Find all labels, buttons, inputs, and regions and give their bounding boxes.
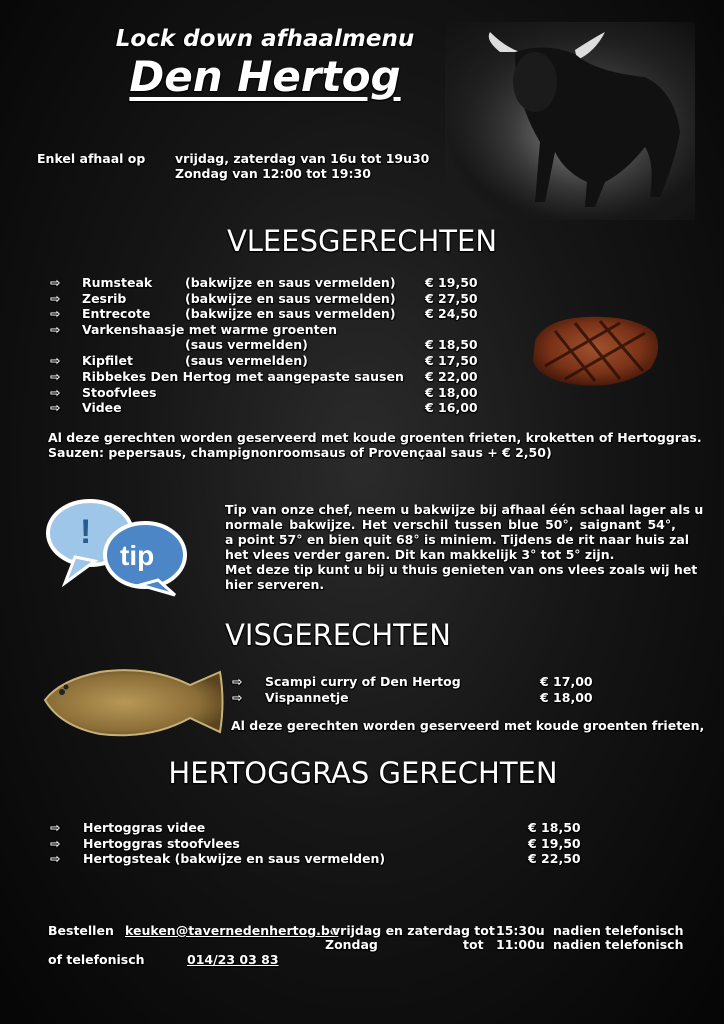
list-item <box>50 306 60 322</box>
arrow-icon: ⇨ <box>50 306 61 321</box>
order-fri-sat-time: 15:30u <box>496 923 545 938</box>
item-price: € 19,50 <box>528 836 581 851</box>
arrow-icon: ⇨ <box>50 820 61 835</box>
item-note: (bakwijze en saus vermelden) <box>185 306 396 321</box>
list-item <box>50 400 60 416</box>
order-fri-sat: vrijdag en zaterdag tot <box>332 923 495 938</box>
arrow-icon: ⇨ <box>50 275 61 290</box>
item-name: Rumsteak <box>82 275 153 290</box>
arrow-icon: ⇨ <box>50 400 61 415</box>
item-name: Scampi curry of Den Hertog <box>265 674 461 689</box>
section-title-vlees: VLEESGERECHTEN <box>226 224 498 258</box>
item-price: € 18,50 <box>425 337 478 352</box>
arrow-icon: ⇨ <box>50 851 61 866</box>
item-name: Ribbekes Den Hertog met aangepaste sausen <box>82 369 404 384</box>
list-item <box>50 322 60 338</box>
arrow-icon: ⇨ <box>50 836 61 851</box>
item-price: € 18,00 <box>425 385 478 400</box>
list-item <box>50 851 60 867</box>
hours-line-2: Zondag van 12:00 tot 19:30 <box>175 166 371 181</box>
list-item <box>232 674 242 690</box>
vis-footer: Al deze gerechten worden geserveerd met koude groenten frieten, <box>231 718 705 733</box>
hours-line-1: vrijdag, zaterdag van 16u tot 19u30 <box>175 151 430 166</box>
item-name: Varkenshaasje met warme groenten <box>82 322 337 337</box>
item-price: € 24,50 <box>425 306 478 321</box>
item-note: (saus vermelden) <box>185 337 308 352</box>
order-phone-label: of telefonisch <box>48 952 145 967</box>
tip-line: normale bakwijze. Het verschil tussen blue 50°, saignant 54°, <box>225 517 676 532</box>
item-price: € 27,50 <box>425 291 478 306</box>
tip-icon-text: tip <box>120 540 155 571</box>
list-item <box>50 820 60 836</box>
hours-label: Enkel afhaal op <box>37 151 146 166</box>
item-name: Hertoggras videe <box>83 820 206 835</box>
item-price: € 19,50 <box>425 275 478 290</box>
item-price: € 16,00 <box>425 400 478 415</box>
item-price: € 18,00 <box>540 690 593 705</box>
item-price: € 17,00 <box>540 674 593 689</box>
item-price: € 18,50 <box>528 820 581 835</box>
section-title-hertoggras: HERTOGGRAS GERECHTEN <box>168 756 558 790</box>
svg-text:!: ! <box>80 513 92 551</box>
item-note: (bakwijze en saus vermelden) <box>185 291 396 306</box>
arrow-icon: ⇨ <box>50 369 61 384</box>
arrow-icon: ⇨ <box>50 322 61 337</box>
arrow-icon: ⇨ <box>50 385 61 400</box>
item-name: Videe <box>82 400 122 415</box>
list-item <box>50 836 60 852</box>
tip-line: Tip van onze chef, neem u bakwijze bij afhaal één schaal lager als u <box>225 502 704 517</box>
item-price: € 22,00 <box>425 369 478 384</box>
item-name: Entrecote <box>82 306 151 321</box>
list-item <box>50 385 60 401</box>
arrow-icon: ⇨ <box>50 353 61 368</box>
list-item <box>50 353 60 369</box>
item-note: (bakwijze en saus vermelden) <box>185 275 396 290</box>
order-sunday-time: 11:00u <box>496 937 545 952</box>
list-item <box>50 291 60 307</box>
list-item <box>50 275 60 291</box>
item-name: Stoofvlees <box>82 385 157 400</box>
arrow-icon: ⇨ <box>232 674 243 689</box>
list-item <box>50 369 60 385</box>
section-title-vis: VISGERECHTEN <box>225 618 451 652</box>
order-after: nadien telefonisch <box>553 923 684 938</box>
vlees-footer-1: Al deze gerechten worden geserveerd met koude groenten frieten, kroketten of Hertoggras. <box>48 430 702 445</box>
tip-line: a point 57° en bien quit 68° is miniem. Tijdens de rit naar huis zal <box>225 532 690 547</box>
order-after: nadien telefonisch <box>553 937 684 952</box>
order-phone-link[interactable]: 014/23 03 83 <box>187 952 279 967</box>
arrow-icon: ⇨ <box>232 690 243 705</box>
restaurant-name: Den Hertog <box>129 52 401 101</box>
item-name: Kipfilet <box>82 353 133 368</box>
order-sunday: Zondag <box>325 937 378 952</box>
steak-image <box>525 311 663 391</box>
item-price: € 17,50 <box>425 353 478 368</box>
item-price: € 22,50 <box>528 851 581 866</box>
list-item <box>232 690 242 706</box>
item-name: Hertoggras stoofvlees <box>83 836 240 851</box>
menu-subtitle: Lock down afhaalmenu <box>115 26 415 52</box>
fish-image <box>40 660 230 745</box>
order-email-link[interactable]: keuken@tavernedenhertog.be <box>125 923 339 938</box>
item-name: Vispannetje <box>265 690 349 705</box>
tip-icon <box>40 495 190 600</box>
order-label: Bestellen <box>48 923 114 938</box>
order-sunday-tot: tot <box>463 937 484 952</box>
bull-image <box>445 22 695 220</box>
vlees-footer-2: Sauzen: pepersaus, champignonroomsaus of Provençaal saus + € 2,50) <box>48 445 552 460</box>
item-note: (saus vermelden) <box>185 353 308 368</box>
tip-line: Met deze tip kunt u bij u thuis genieten van ons vlees zoals wij het <box>225 562 698 577</box>
item-name: Zesrib <box>82 291 127 306</box>
arrow-icon: ⇨ <box>50 291 61 306</box>
item-name: Hertogsteak (bakwijze en saus vermelden) <box>83 851 386 866</box>
tip-line: het vlees verder garen. Dit kan makkelijk 3° tot 5° zijn. <box>225 547 615 562</box>
tip-line: hier serveren. <box>225 577 325 592</box>
